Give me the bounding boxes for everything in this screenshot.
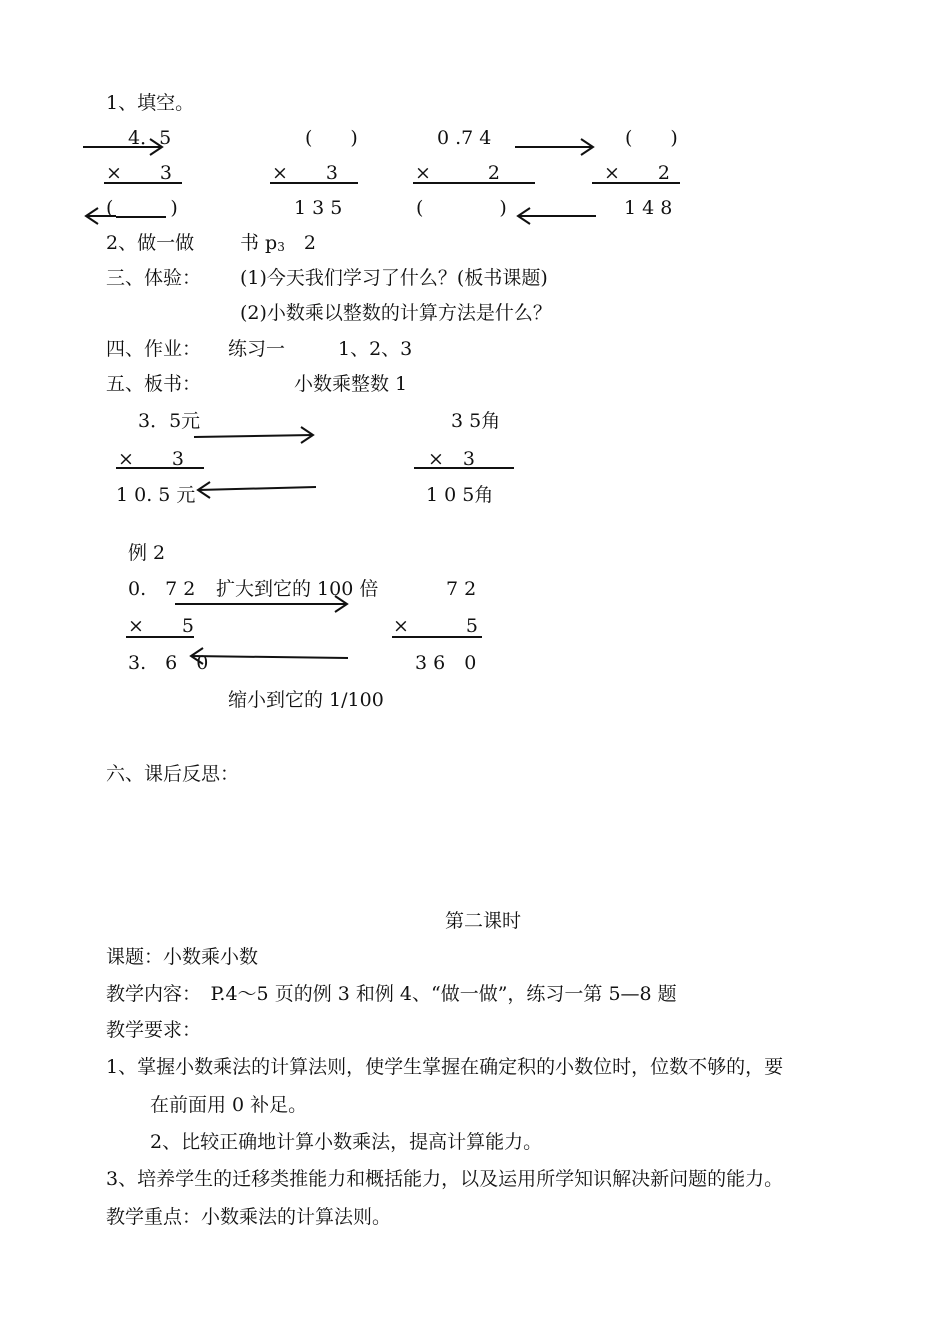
p3-rule	[413, 182, 535, 184]
p1-result: ( )	[106, 197, 178, 219]
board-left-multiplier: × 3	[118, 448, 185, 470]
example-right-top: 7 2	[446, 578, 477, 600]
homework-label: 四、作业：	[106, 338, 202, 360]
example-left-rule	[126, 636, 194, 638]
board-left-rule	[116, 467, 204, 469]
example-label: 例 2	[128, 542, 166, 564]
arrow-left-board	[198, 487, 316, 490]
p4-top: ( )	[625, 127, 678, 149]
arrowhead-left-board	[198, 482, 210, 498]
board-left-top: 3．5元	[138, 410, 201, 432]
lesson2-content: 教学内容： P.4～5 页的例 3 和例 4、“做一做”，练习一第 5—8 题	[106, 983, 677, 1005]
experience-q1: (1)今天我们学习了什么？(板书课题)	[240, 267, 548, 289]
example-right-multiplier: × 5	[393, 615, 479, 637]
homework-item: 练习一	[228, 338, 286, 360]
p4-result: 1 4 8	[624, 197, 673, 219]
book-page: 书 p3 2	[240, 232, 316, 254]
p4-rule	[592, 182, 680, 184]
example-left-result: 3. 6 0	[128, 652, 209, 674]
fill-blank-heading: 1、填空。	[106, 92, 195, 114]
example-right-result: 3 6 0	[415, 652, 477, 674]
board-right-multiplier: × 3	[428, 448, 476, 470]
lesson2-req1-line1: 1、掌握小数乘法的计算法则，使学生掌握在确定积的小数位时，位数不够的，要	[106, 1056, 784, 1078]
lesson2-req-label: 教学要求：	[106, 1019, 202, 1041]
board-right-top: 3 5角	[451, 410, 501, 432]
arrowhead-left-2	[518, 208, 530, 224]
arrowhead-left-1	[86, 208, 98, 224]
board-title: 小数乘整数 1	[294, 373, 408, 395]
p3-multiplier: × 2	[415, 162, 501, 184]
do-it-label: 2、做一做	[106, 232, 195, 254]
p1-top: 4．5	[128, 127, 172, 149]
lesson2-key: 教学重点：小数乘法的计算法则。	[106, 1206, 392, 1228]
board-right-rule	[414, 467, 514, 469]
lesson2-req2: 2、比较正确地计算小数乘法，提高计算能力。	[150, 1131, 543, 1153]
p3-top: 0 .7 4	[437, 127, 492, 149]
reflection-label: 六、课后反思：	[106, 763, 240, 785]
p1-rule	[104, 182, 182, 184]
p2-rule	[270, 182, 358, 184]
example-expand-note: 扩大到它的 100 倍	[216, 578, 379, 600]
experience-label: 三、体验：	[106, 267, 202, 289]
p1-blank-line	[116, 216, 166, 218]
board-right-result: 1 0 5角	[426, 484, 494, 506]
p2-top: ( )	[305, 127, 358, 149]
lesson2-req3: 3、培养学生的迁移类推能力和概括能力，以及运用所学知识解决新问题的能力。	[106, 1168, 784, 1190]
arrowhead-right-board	[301, 427, 313, 443]
arrow-right-board	[194, 435, 313, 437]
example-right-rule	[392, 636, 482, 638]
homework-nums: 1、2、3	[338, 338, 413, 360]
example-left-multiplier: × 5	[128, 615, 195, 637]
p1-multiplier: × 3	[106, 162, 173, 184]
board-left-result: 1 0. 5 元	[116, 484, 196, 506]
example-shrink-note: 缩小到它的 1/100	[228, 689, 384, 711]
p4-multiplier: × 2	[604, 162, 671, 184]
lesson2-title: 第二课时	[445, 910, 522, 932]
lesson2-req1-line2: 在前面用 0 补足。	[150, 1094, 308, 1116]
p3-result: ( )	[416, 197, 507, 219]
board-label: 五、板书：	[106, 373, 202, 395]
example-left-top: 0. 7 2	[128, 578, 196, 600]
lesson2-topic: 课题：小数乘小数	[106, 946, 259, 968]
arrowhead-right-2	[581, 139, 593, 155]
arrow-left-example	[191, 656, 348, 658]
p2-multiplier: × 3	[272, 162, 339, 184]
experience-q2: (2)小数乘以整数的计算方法是什么？	[240, 302, 552, 324]
p2-result: 1 3 5	[294, 197, 343, 219]
